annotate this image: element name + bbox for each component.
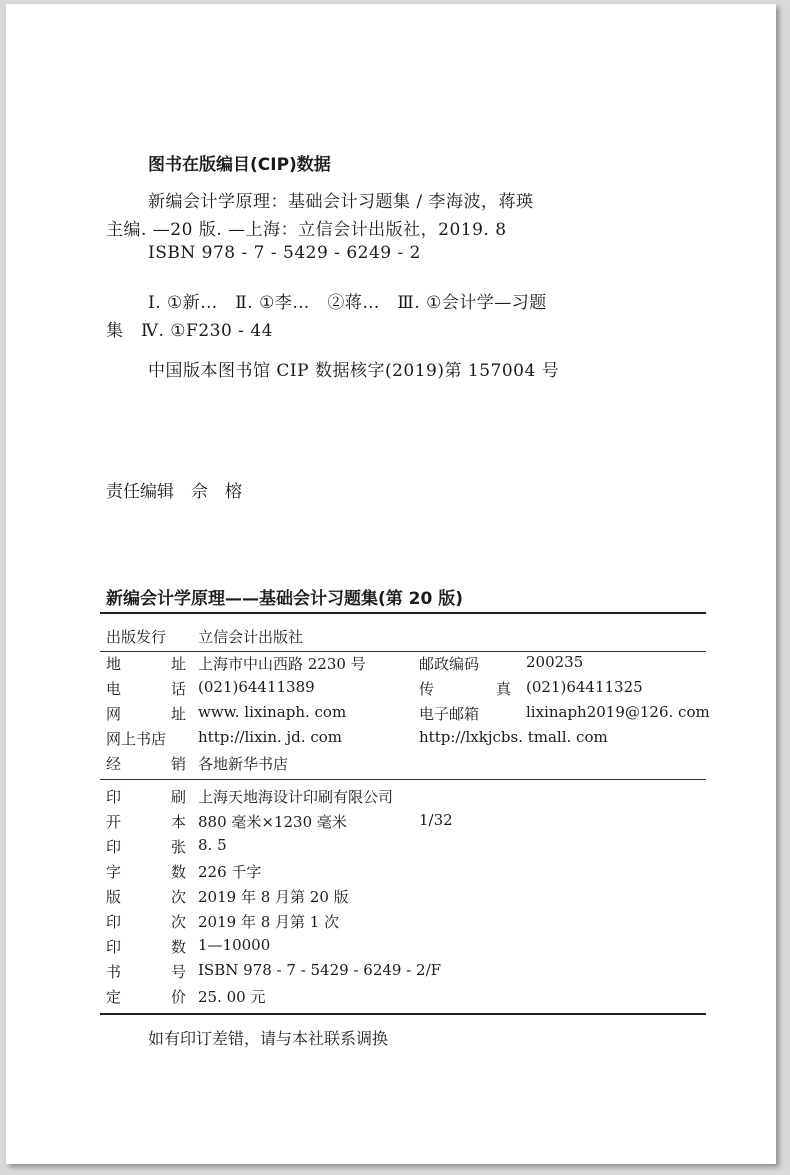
cip-line-3: ISBN 978 - 7 - 5429 - 6249 - 2: [148, 243, 421, 263]
label-char: 刷: [170, 788, 186, 806]
label-char: 编: [449, 655, 465, 673]
cip-title: 图书在版编目(CIP)数据: [148, 155, 331, 175]
label-char: 真: [495, 680, 511, 698]
copies-label: [106, 936, 186, 957]
label-char: 政: [434, 655, 450, 673]
sheets-value: 8. 5: [198, 836, 227, 854]
label-char: 定: [106, 988, 122, 1006]
label-char: 书: [136, 730, 152, 748]
label-char: 销: [170, 755, 186, 773]
cip-line-1: 新编会计学原理：基础会计习题集 / 李海波，蒋瑛: [148, 192, 534, 212]
web-label: [106, 703, 186, 724]
label-char: 行: [151, 628, 167, 646]
label-char: 书: [106, 963, 122, 981]
fax-label: [419, 678, 511, 699]
sheets-label: [106, 836, 186, 857]
copies-value: 1—10000: [198, 936, 271, 954]
label-char: 子: [434, 705, 450, 723]
fax-value: (021)64411325: [526, 678, 643, 696]
label-char: 开: [106, 813, 122, 831]
address-value: 上海市中山西路 2230 号: [198, 655, 366, 673]
store-value: http://lixin. jd. com: [198, 728, 342, 746]
label-char: 网: [106, 705, 122, 723]
words-value: 226 千字: [198, 863, 262, 881]
impression-label: [106, 911, 186, 932]
label-char: 本: [170, 813, 186, 831]
label-char: 出: [106, 628, 122, 646]
publisher-label: [106, 626, 186, 647]
web-value: www. lixinaph. com: [198, 703, 347, 721]
format-label: [106, 811, 186, 832]
label-char: 发: [136, 628, 152, 646]
label-char: 字: [106, 863, 122, 881]
label-char: 店: [151, 730, 167, 748]
edition-value: 2019 年 8 月第 20 版: [198, 888, 349, 906]
responsible-editor: 责任编辑 佘 榕: [106, 482, 242, 502]
phone-value: (021)64411389: [198, 678, 315, 696]
label-char: 地: [106, 655, 122, 673]
edition-label: [106, 886, 186, 907]
format-value-2: 1/32: [419, 811, 453, 829]
format-value: 880 毫米×1230 毫米: [198, 813, 347, 831]
label-char: 经: [106, 755, 122, 773]
label-char: 数: [170, 863, 186, 881]
label-char: 价: [170, 988, 186, 1006]
printer-label: [106, 786, 186, 807]
address-label: [106, 653, 186, 674]
cip-line-6: 中国版本图书馆 CIP 数据核字(2019)第 157004 号: [148, 361, 560, 381]
divider: [100, 612, 706, 614]
label-char: 次: [170, 888, 186, 906]
label-char: 网: [106, 730, 122, 748]
label-char: 邮: [419, 655, 435, 673]
label-char: 版: [106, 888, 122, 906]
cip-line-5: 集 Ⅳ. ①F230 - 44: [106, 321, 273, 341]
footer-note: 如有印订差错，请与本社联系调换: [148, 1029, 389, 1048]
label-char: 址: [170, 705, 186, 723]
label-char: 上: [121, 730, 137, 748]
postcode-value: 200235: [526, 653, 584, 671]
label-char: 邮: [449, 705, 465, 723]
label-char: 版: [121, 628, 137, 646]
printer-value: 上海天地海设计印刷有限公司: [198, 788, 394, 806]
divider: [100, 651, 706, 652]
cip-line-4: Ⅰ. ①新… Ⅱ. ①李… ②蒋… Ⅲ. ①会计学—习题: [148, 293, 547, 313]
label-char: 印: [106, 838, 122, 856]
distributor-value: 各地新华书店: [198, 755, 289, 773]
label-char: 数: [170, 938, 186, 956]
price-value: 25. 00 元: [198, 988, 266, 1006]
isbn-label: [106, 961, 186, 982]
postcode-label: [419, 653, 511, 674]
store-label: [106, 728, 186, 749]
copyright-page: [6, 4, 776, 1164]
words-label: [106, 861, 186, 882]
store-value-2: http://lxkjcbs. tmall. com: [419, 728, 608, 746]
phone-label: [106, 678, 186, 699]
label-char: 张: [170, 838, 186, 856]
email-label: [419, 703, 511, 724]
label-char: 址: [170, 655, 186, 673]
distributor-label: [106, 753, 186, 774]
publisher-value: 立信会计出版社: [198, 628, 304, 646]
divider: [100, 1013, 706, 1015]
label-char: 次: [170, 913, 186, 931]
label-char: 码: [464, 655, 480, 673]
label-char: 箱: [464, 705, 480, 723]
label-char: 印: [106, 913, 122, 931]
label-char: 号: [170, 963, 186, 981]
label-char: 传: [419, 680, 435, 698]
label-char: 电: [106, 680, 122, 698]
impression-value: 2019 年 8 月第 1 次: [198, 913, 340, 931]
label-char: 印: [106, 938, 122, 956]
divider: [100, 779, 706, 780]
label-char: 印: [106, 788, 122, 806]
cip-line-2: 主编. —20 版. —上海：立信会计出版社，2019. 8: [106, 220, 507, 240]
book-title: 新编会计学原理——基础会计习题集(第 20 版): [106, 589, 464, 609]
email-value: lixinaph2019@126. com: [526, 703, 710, 721]
price-label: [106, 986, 186, 1007]
isbn-value: ISBN 978 - 7 - 5429 - 6249 - 2/F: [198, 961, 442, 979]
label-char: 电: [419, 705, 435, 723]
label-char: 话: [170, 680, 186, 698]
